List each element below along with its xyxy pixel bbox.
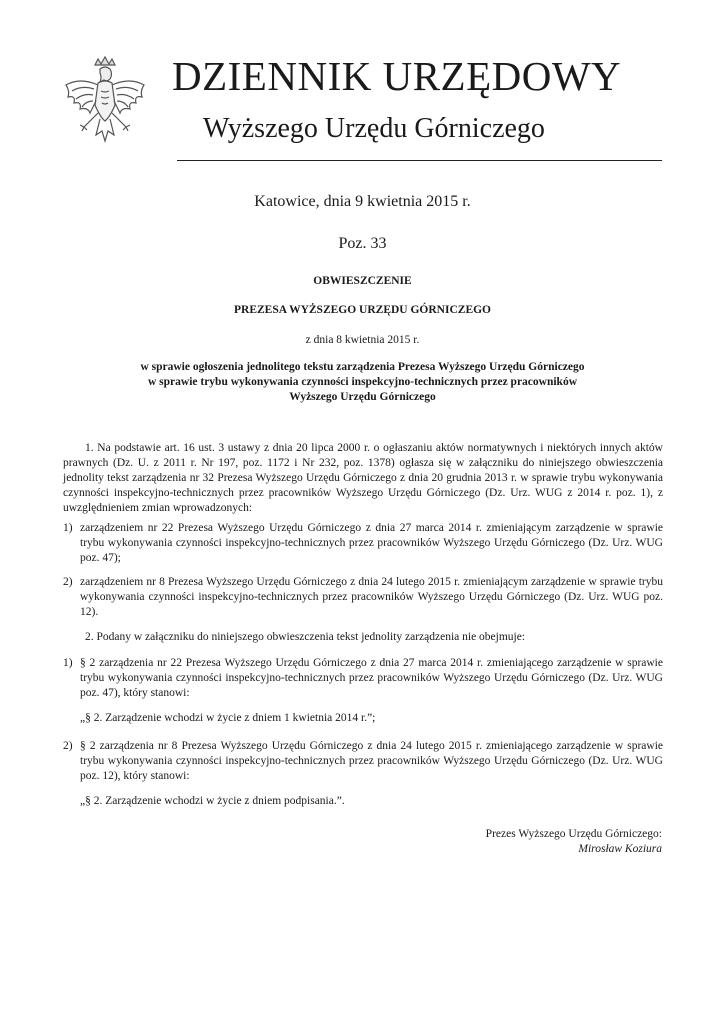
list-item-number: 1) [63, 522, 73, 534]
list-item [63, 521, 663, 566]
list-item-number: 2) [63, 740, 73, 752]
list-item-text: zarządzeniem nr 8 Prezesa Wyższego Urzędu Górniczego z dnia 24 lutego 2015 r. zmieniającym zarządzenie w sprawie trybu wykonywania czynności inspekcyjno-technicznych przez pracowników Wyższego Urzędu Górniczego (Dz. Urz. WUG poz. 12). [80, 576, 663, 618]
masthead-title: DZIENNIK URZĘDOWY [172, 53, 622, 99]
paragraph-2: 2. Podany w załączniku do niniejszego obwieszczenia tekst jednolity zarządzenia nie obejmuje: [85, 631, 526, 643]
paragraph-1: 1. Na podstawie art. 16 ust. 3 ustawy z dnia 20 lipca 2000 r. o ogłaszaniu aktów normatywnych i niektórych innych aktów prawnych (Dz. U. z 2011 r. Nr 197, poz. 1172 i Nr 232, poz. 1378) ogłasza się w załączniku do niniejszego obwieszczenia jednolity tekst zarządzenia nr 32 Prezesa Wyższego Urzędu Górniczego z dnia 20 grudnia 2013 r. w sprawie trybu wykonywania czynności inspekcyjno-technicznych przez pracowników Wyższego Urzędu Górniczego (Dz. Urz. WUG z 2014 r. poz. 1), z uwzględnieniem zmian wprowadzonych: [63, 442, 663, 514]
quoted-provision: „§ 2. Zarządzenie wchodzi w życie z dniem podpisania.”. [80, 795, 345, 807]
masthead-subtitle: Wyższego Urzędu Górniczego [203, 113, 545, 144]
list-item [63, 656, 663, 701]
list-item-text: zarządzeniem nr 22 Prezesa Wyższego Urzędu Górniczego z dnia 27 marca 2014 r. zmieniającym zarządzenie w sprawie trybu wykonywania czynności inspekcyjno-technicznych przez pracowników Wyższego Urzędu Górniczego (Dz. Urz. WUG poz. 47); [80, 522, 663, 564]
list-item-text: § 2 zarządzenia nr 22 Prezesa Wyższego Urzędu Górniczego z dnia 27 marca 2014 r. zmieniającego zarządzenie w sprawie trybu wykonywania czynności inspekcyjno-technicznych przez pracowników Wyższego Urzędu Górniczego (Dz. Urz. WUG poz. 47), który stanowi: [80, 657, 663, 699]
act-date: z dnia 8 kwietnia 2015 r. [305, 334, 420, 346]
polish-eagle-emblem-icon [60, 55, 150, 160]
list-item [63, 575, 663, 620]
issue-position: Poz. 33 [338, 235, 387, 252]
issue-place-date: Katowice, dnia 9 kwietnia 2015 r. [254, 193, 471, 210]
list-item [63, 739, 663, 784]
signature-title: Prezes Wyższego Urzędu Górniczego: [485, 828, 662, 840]
act-type: OBWIESZCZENIE [313, 275, 412, 287]
act-subject [80, 360, 645, 405]
act-subject-line: w sprawie trybu wykonywania czynności inspekcyjno-technicznych przez pracowników [147, 376, 577, 388]
list-item-number: 2) [63, 576, 73, 588]
signature-name: Mirosław Koziura [578, 843, 662, 855]
act-subject-line: w sprawie ogłoszenia jednolitego tekstu zarządzenia Prezesa Wyższego Urzędu Górniczego [140, 361, 585, 373]
list-item-number: 1) [63, 657, 73, 669]
quoted-provision: „§ 2. Zarządzenie wchodzi w życie z dniem 1 kwietnia 2014 r.”; [80, 712, 376, 724]
masthead-divider [177, 160, 662, 161]
act-issuer: PREZESA WYŻSZEGO URZĘDU GÓRNICZEGO [234, 304, 491, 316]
list-item-text: § 2 zarządzenia nr 8 Prezesa Wyższego Urzędu Górniczego z dnia 24 lutego 2015 r. zmieniającego zarządzenie w sprawie trybu wykonywania czynności inspekcyjno-technicznych przez pracowników Wyższego Urzędu Górniczego (Dz. Urz. WUG poz. 12), który stanowi: [80, 740, 663, 782]
act-subject-line: Wyższego Urzędu Górniczego [289, 391, 436, 403]
